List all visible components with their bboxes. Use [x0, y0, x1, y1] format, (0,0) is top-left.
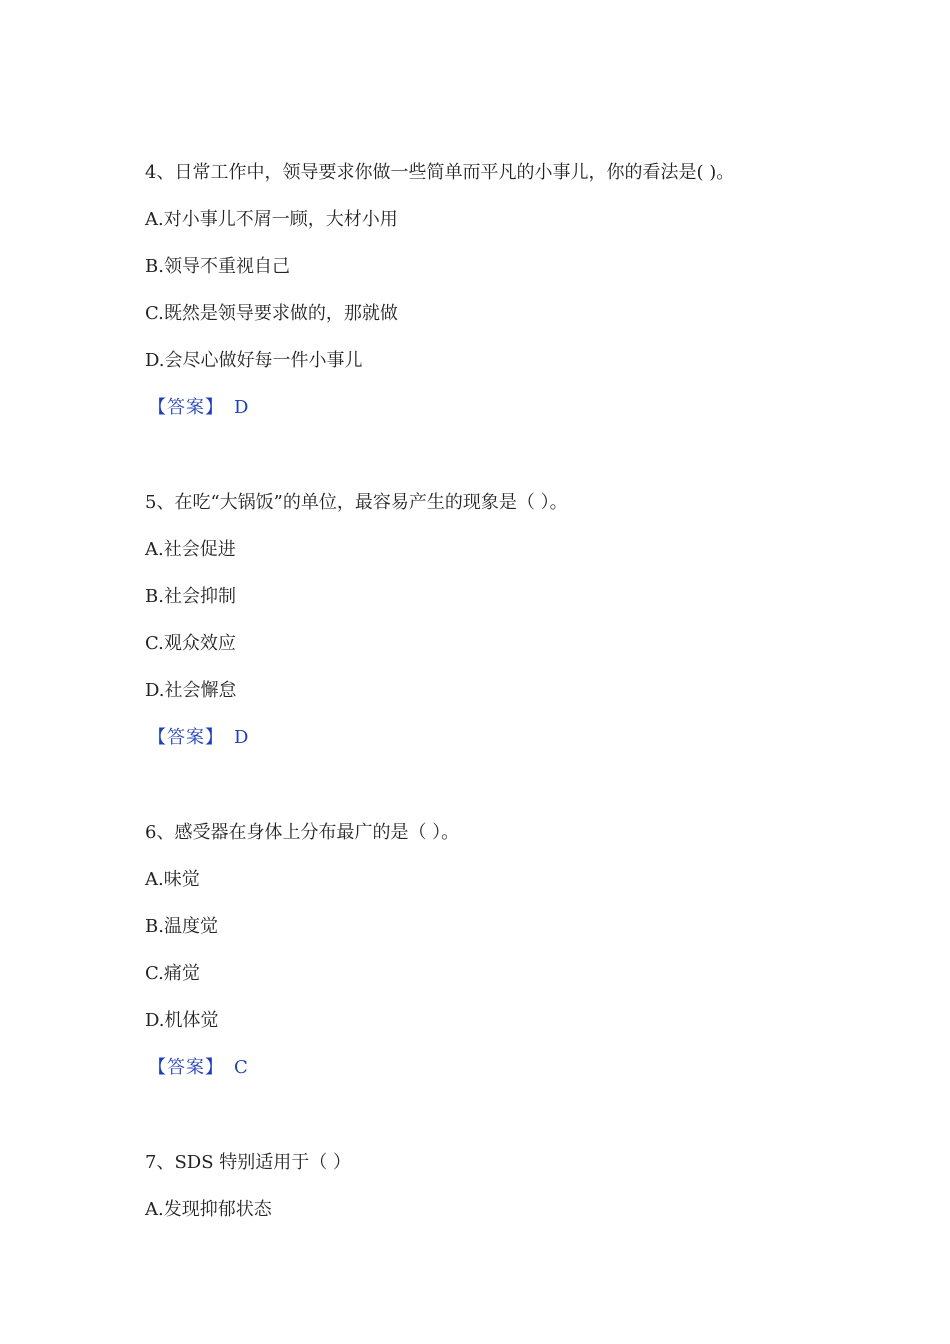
option-c: C.痛觉 [145, 963, 200, 984]
answer-label: 【答案】 [148, 397, 224, 418]
answer-line [148, 726, 865, 750]
answer-value: C [234, 1057, 248, 1078]
question-stem: 5、在吃“大锅饭”的单位，最容易产生的现象是（ ）。 [145, 492, 568, 513]
question-7 [145, 1151, 865, 1245]
question-stem: 4、日常工作中，领导要求你做一些简单而平凡的小事儿，你的看法是( )。 [145, 162, 735, 183]
question-6 [145, 821, 865, 1080]
answer-value: D [234, 727, 249, 748]
question-4 [145, 161, 865, 420]
answer-line [148, 1056, 865, 1080]
answer-value: D [234, 397, 249, 418]
option-a: A.味觉 [145, 869, 200, 890]
option-d: D.机体觉 [145, 1010, 219, 1031]
answer-line [148, 396, 865, 420]
question-stem: 7、SDS 特别适用于（ ） [145, 1152, 351, 1173]
option-d: D.会尽心做好每一件小事儿 [145, 350, 363, 371]
option-c: C.观众效应 [145, 633, 236, 654]
answer-label: 【答案】 [148, 727, 224, 748]
option-a: A.社会促进 [145, 539, 236, 560]
question-5 [145, 491, 865, 750]
option-a: A.对小事儿不屑一顾，大材小用 [145, 209, 398, 230]
answer-label: 【答案】 [148, 1057, 224, 1078]
option-c: C.既然是领导要求做的，那就做 [145, 303, 398, 324]
option-d: D.社会懈怠 [145, 680, 237, 701]
question-stem: 6、感受器在身体上分布最广的是（ ）。 [145, 822, 460, 843]
option-b: B.温度觉 [145, 916, 218, 937]
option-a: A.发现抑郁状态 [145, 1199, 272, 1220]
option-b: B.社会抑制 [145, 586, 236, 607]
option-b: B.领导不重视自己 [145, 256, 290, 277]
